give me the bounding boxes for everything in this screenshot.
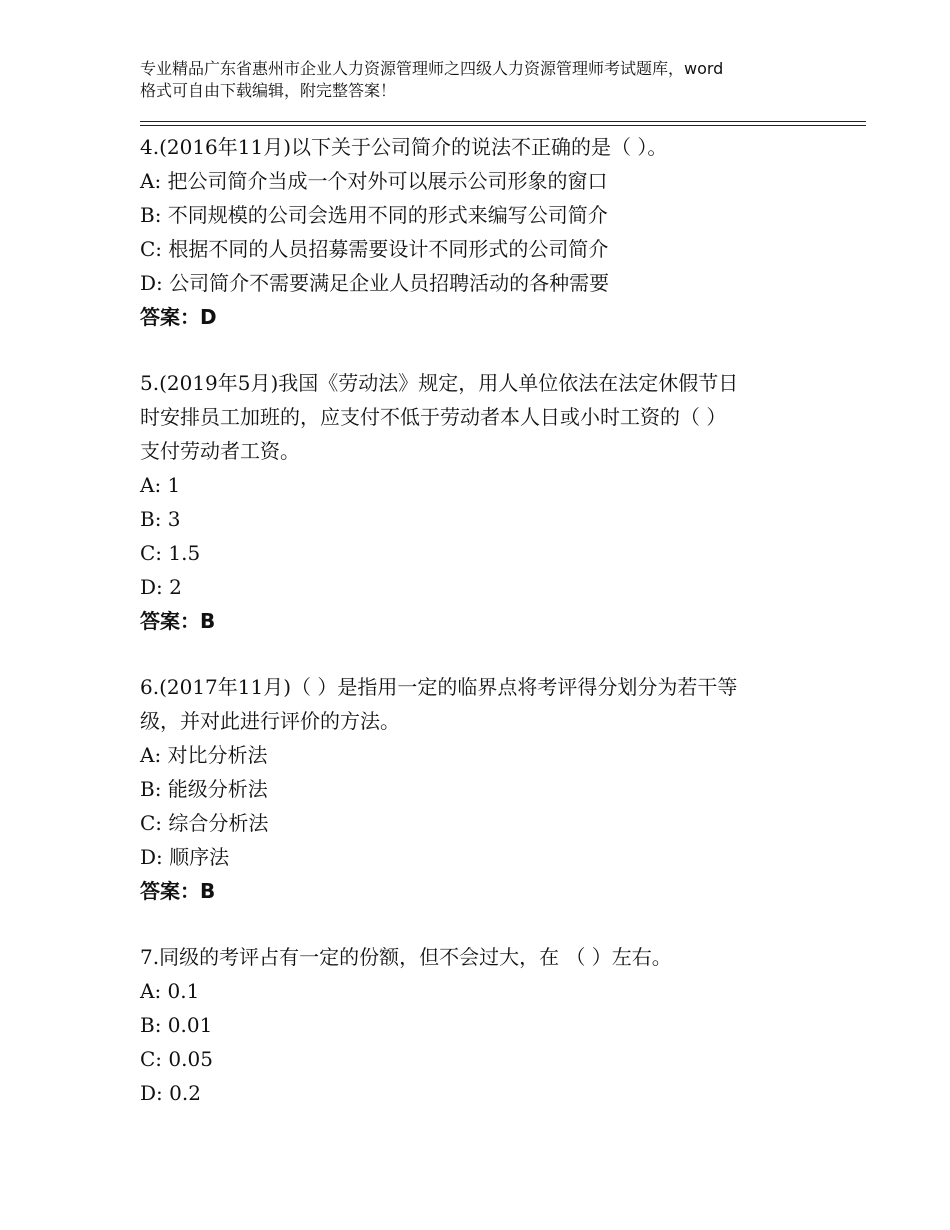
header-divider-bottom: [140, 125, 866, 126]
option-d: D: 0.2: [140, 1081, 201, 1105]
document-header: [140, 58, 840, 102]
option-c: C: 根据不同的人员招募需要设计不同形式的公司简介: [140, 237, 609, 261]
question-text: 7.同级的考评占有一定的份额，但不会过大，在 （ ）左右。: [140, 945, 672, 969]
question-text: 4.(2016年11月)以下关于公司简介的说法不正确的是（ ）。: [140, 135, 668, 159]
header-line-1: 专业精品广东省惠州市企业人力资源管理师之四级人力资源管理师考试题库，word: [140, 59, 724, 78]
question-text: 级，并对此进行评价的方法。: [140, 709, 400, 733]
option-b: B: 能级分析法: [140, 777, 268, 801]
answer-label: 答案：B: [140, 609, 216, 633]
question-text: 时安排员工加班的，应支付不低于劳动者本人日或小时工资的（ ）: [140, 405, 727, 429]
option-d: D: 公司简介不需要满足企业人员招聘活动的各种需要: [140, 271, 610, 295]
option-c: C: 综合分析法: [140, 811, 269, 835]
header-line-2: 格式可自由下载编辑，附完整答案！: [140, 81, 397, 100]
option-b: B: 3: [140, 507, 181, 531]
option-d: D: 顺序法: [140, 845, 230, 869]
question-list: [140, 130, 840, 1142]
option-c: C: 1.5: [140, 541, 201, 565]
question-7: [140, 940, 840, 1110]
answer-label: 答案：B: [140, 879, 216, 903]
option-a: A: 把公司简介当成一个对外可以展示公司形象的窗口: [140, 169, 608, 193]
question-4: [140, 130, 840, 334]
option-a: A: 0.1: [140, 979, 200, 1003]
option-b: B: 不同规模的公司会选用不同的形式来编写公司简介: [140, 203, 608, 227]
answer-label: 答案：D: [140, 305, 217, 329]
option-c: C: 0.05: [140, 1047, 213, 1071]
question-6: [140, 670, 840, 908]
option-d: D: 2: [140, 575, 182, 599]
option-a: A: 1: [140, 473, 181, 497]
question-text: 6.(2017年11月)（ ）是指用一定的临界点将考评得分划分为若干等: [140, 675, 738, 699]
option-a: A: 对比分析法: [140, 743, 268, 767]
question-5: [140, 366, 840, 638]
question-text: 5.(2019年5月)我国《劳动法》规定，用人单位依法在法定休假节日: [140, 371, 739, 395]
question-text: 支付劳动者工资。: [140, 439, 300, 463]
option-b: B: 0.01: [140, 1013, 213, 1037]
header-divider-top: [140, 121, 866, 122]
